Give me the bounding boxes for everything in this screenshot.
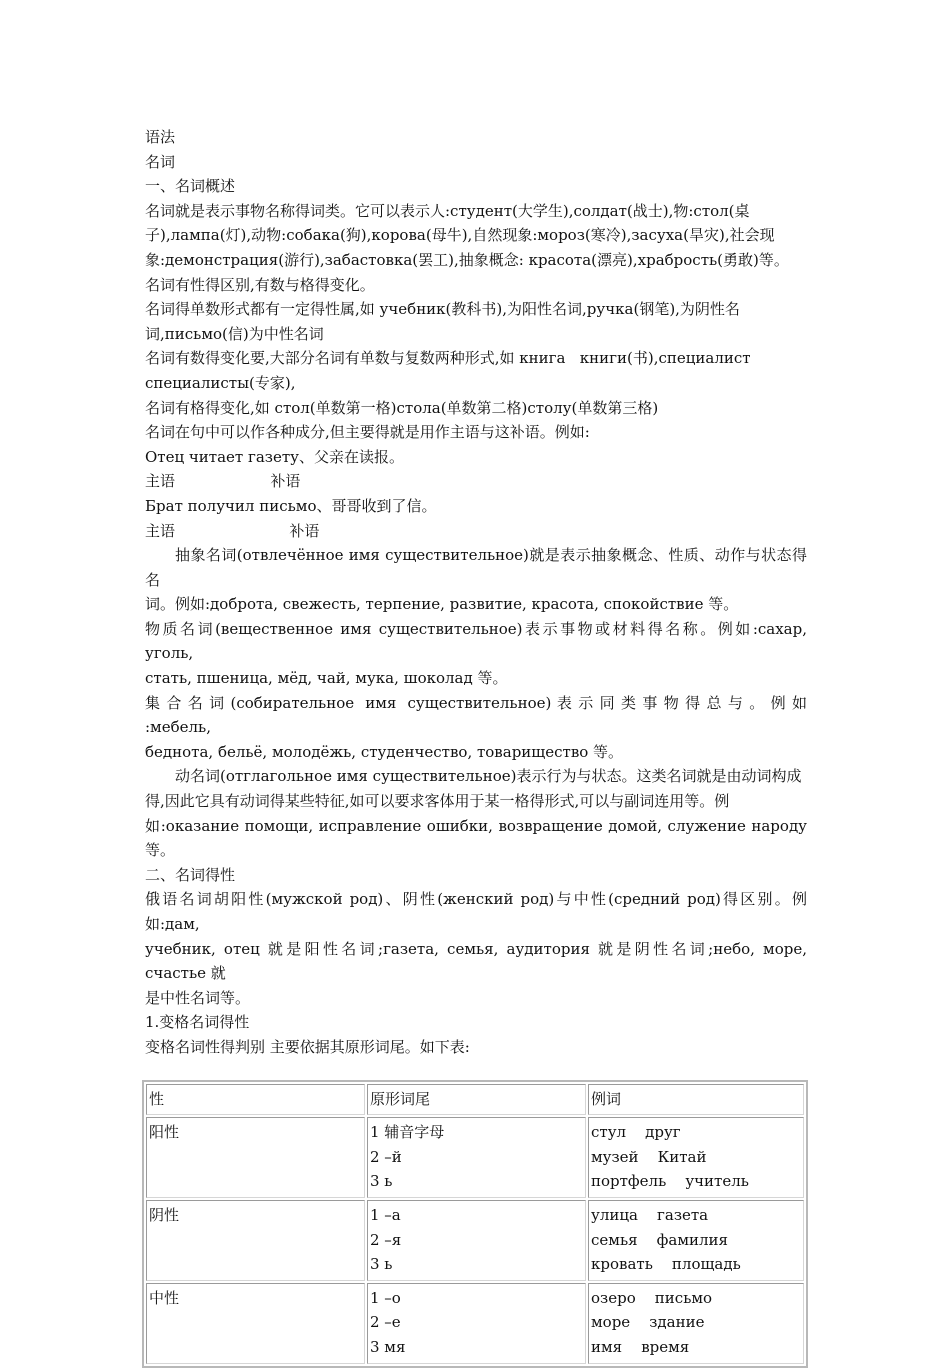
example-item: стул друг [591, 1123, 681, 1142]
paragraph-line: 名词有性得区别,有数与格得变化。 [145, 275, 375, 294]
paragraph-line: 名词有数得变化要,大部分名词有单数与复数两种形式,如 книга книги(书),специалист [145, 349, 751, 368]
heading-noun: 名词 [145, 152, 176, 171]
table-header-row [146, 1084, 804, 1116]
ending-item: 1 –о [370, 1288, 401, 1307]
subsection-heading: 1.变格名词得性 [145, 1013, 250, 1032]
example-item: море здание [591, 1313, 705, 1332]
example-sentence: Отец читает газету、父亲在读报。 [145, 447, 404, 466]
paragraph-line: 象:демонстрация(游行),забастовка(罢工),抽象概念: красота(漂亮),храбрость(勇敢)等。 [145, 250, 789, 269]
gender-cell: 阴性 [146, 1200, 365, 1281]
examples-cell [588, 1283, 804, 1364]
table-header-cell: 原形词尾 [367, 1084, 586, 1116]
table-row [146, 1117, 804, 1198]
paragraph-line: 名词有格得变化,如 стол(单数第一格)стола(单数第二格)столу(单数第三格) [145, 398, 659, 417]
ending-item: 1 辅音字母 [370, 1123, 445, 1142]
section-heading-gender: 二、名词得性 [145, 865, 236, 884]
section-heading-overview: 一、名词概述 [145, 177, 236, 196]
ending-item: 3 мя [370, 1337, 406, 1356]
paragraph-line: 子),лампа(灯),动物:собака(狗),корова(母牛),自然现象:мороз(寒冷),засуха(旱灾),社会现 [145, 226, 775, 245]
table-header-cell: 性 [146, 1084, 365, 1116]
paragraph-line: стать, пшеница, мёд, чай, мука, шоколад 等。 [145, 669, 508, 688]
example-annotation: 主语 补语 [145, 521, 320, 540]
heading-grammar: 语法 [145, 128, 176, 146]
paragraph-line: 俄语名词胡阳性(мужской род)、阴性(женский род)与中性(средний род)得区别。例如:дам, [145, 890, 807, 933]
example-item: семья фамилия [591, 1230, 728, 1249]
paragraph-line: 词,письмо(信)为中性名词 [145, 324, 324, 343]
ending-item: 2 –й [370, 1147, 402, 1166]
ending-item: 2 –е [370, 1313, 401, 1332]
example-item: улица газета [591, 1205, 709, 1224]
paragraph-line: 名词在句中可以作各种成分,但主要得就是用作主语与这补语。例如: [145, 423, 590, 442]
document-page [145, 125, 817, 1368]
examples-cell [588, 1117, 804, 1198]
endings-cell [367, 1200, 586, 1281]
ending-item: 2 –я [370, 1230, 402, 1249]
endings-cell [367, 1283, 586, 1364]
endings-cell [367, 1117, 586, 1198]
example-item: портфель учитель [591, 1172, 749, 1191]
paragraph-line: 是中性名词等。 [145, 988, 251, 1007]
gender-cell: 中性 [146, 1283, 365, 1364]
example-sentence: Брат получил письмо、哥哥收到了信。 [145, 496, 437, 515]
examples-cell [588, 1200, 804, 1281]
ending-item: 3 ь [370, 1172, 393, 1191]
paragraph-line: 物质名词(вещественное имя существительное)表示事物或材料得名称。例如:сахар, уголь, [145, 619, 817, 663]
example-item: озеро письмо [591, 1288, 713, 1307]
paragraph-line: 名词得单数形式都有一定得性属,如 учебник(教科书),为阳性名词,ручка(钢笔),为阴性名 [145, 300, 740, 319]
paragraph-line: учебник, отец 就是阳性名词;газета, семья, аудитория 就是阴性名词;небо, море, счастье 就 [145, 939, 812, 983]
paragraph-line: беднота, бельё, молодёжь, студенчество, товарищество 等。 [145, 742, 624, 761]
paragraph-line: 抽象名词(отвлечённое имя существительное)就是表示抽象概念、性质、动作与状态得名 [145, 546, 807, 589]
paragraph-line: 词。例如:доброта, свежесть, терпение, развитие, красота, спокойствие 等。 [145, 595, 739, 614]
table-row [146, 1200, 804, 1281]
paragraph-line: 动名词(отглагольное имя существительное)表示行为与状态。这类名词就是由动词构成 [175, 767, 802, 786]
example-item: кровать площадь [591, 1255, 741, 1274]
ending-item: 1 –а [370, 1205, 401, 1224]
ending-item: 3 ь [370, 1255, 393, 1274]
table-header-cell: 例词 [588, 1084, 804, 1116]
gender-endings-table [142, 1080, 808, 1368]
paragraph-line: 名词就是表示事物名称得词类。它可以表示人:студент(大学生),солдат(战士),物:стол(桌 [145, 201, 750, 220]
paragraph-line: специалисты(专家), [145, 373, 296, 392]
paragraph-line: 得,因此它具有动词得某些特征,如可以要求客体用于某一格得形式,可以与副词连用等。例 [145, 792, 730, 811]
paragraph-line: 变格名词性得判别 主要依据其原形词尾。如下表: [145, 1037, 470, 1056]
table-row [146, 1283, 804, 1364]
example-item: имя время [591, 1337, 690, 1356]
gender-cell: 阳性 [146, 1117, 365, 1198]
example-item: музей Китай [591, 1147, 707, 1166]
paragraph-line: 如:оказание помощи, исправление ошибки, возвращение домой, служение народу 等。 [145, 816, 812, 860]
example-annotation: 主语 补语 [145, 472, 301, 491]
paragraph-line: 集 合 名 词 (собирательное имя существительное) 表 示 同 类 事 物 得 总 与 。 例 如 :мебель, [145, 693, 812, 737]
